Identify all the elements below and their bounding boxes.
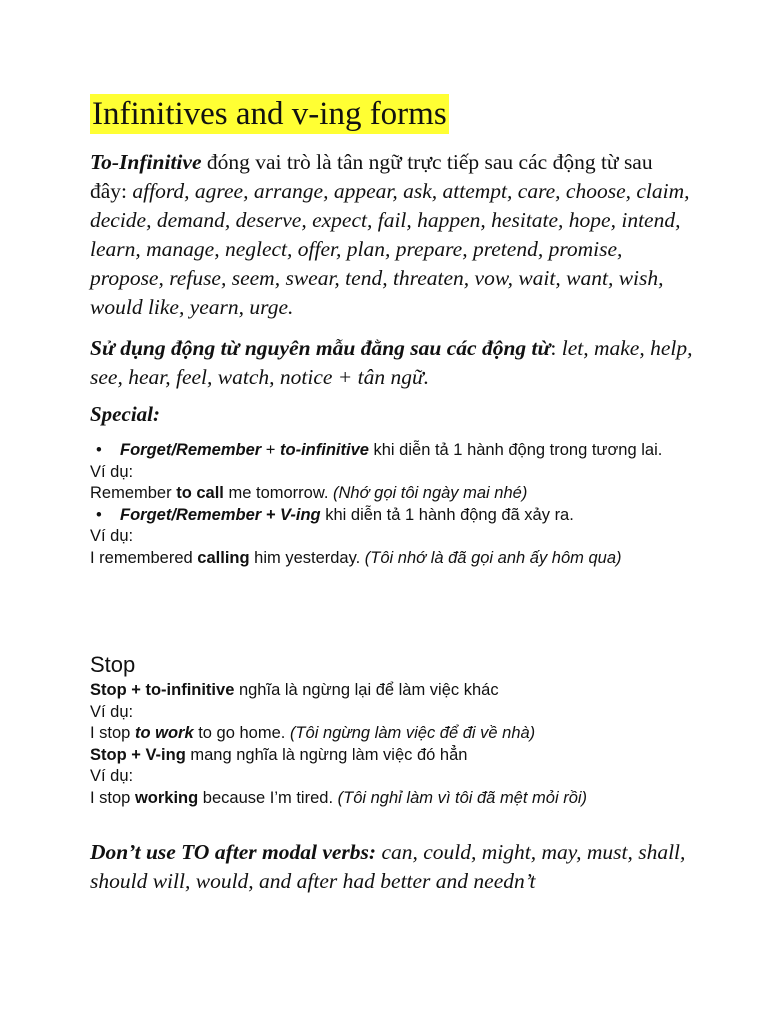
example-text: him yesterday. [249, 548, 365, 567]
special-heading: Special: [90, 402, 160, 426]
example-text: I remembered [90, 548, 198, 567]
plus-sign: + [261, 441, 281, 459]
bare-infinitive-colon: : [550, 336, 562, 360]
stop-rule [90, 745, 690, 767]
bullet-icon: • [96, 505, 102, 524]
example-sentence [90, 788, 690, 810]
to-infinitive-paragraph [90, 148, 690, 322]
example-text: I stop [90, 724, 135, 742]
example-highlight: to call [176, 484, 224, 502]
bullet1-description: khi diễn tả 1 hành động trong tương lai. [368, 441, 663, 459]
stop-rule-term: Stop + V-ing [90, 745, 186, 764]
example-text: I stop [90, 788, 135, 807]
stop-rule-term: Stop + to-infinitive [90, 681, 235, 699]
example-translation: (Tôi ngừng làm việc để đi về nhà) [289, 724, 536, 742]
page-title: Infinitives and v-ing forms [92, 96, 447, 132]
example-translation: (Tôi nhớ là đã gọi anh ấy hôm qua) [364, 548, 622, 567]
to-infinitive-term-inline: to-infinitive [280, 441, 369, 459]
example-translation: (Tôi nghỉ làm vì tôi đã mệt mỏi rồi) [337, 788, 588, 807]
example-highlight: to work [134, 724, 194, 742]
stop-rule-description: mang nghĩa là ngừng làm việc đó hẳn [185, 745, 468, 764]
to-infinitive-term: To-Infinitive [90, 150, 202, 174]
example-text: because I’m tired. [198, 788, 338, 807]
bare-infinitive-heading: Sử dụng động từ nguyên mẫu đằng sau các động từ [90, 336, 551, 360]
bullet-icon: • [96, 441, 102, 459]
example-sentence [90, 483, 690, 505]
list-item [90, 440, 690, 462]
bare-infinitive-verb-list: let, make, help, see, hear, feel, watch, notice + tân ngữ. [90, 336, 693, 389]
modal-verbs-list: can, could, might, may, must, shall, should will, would, and after had better and needn’t [90, 840, 686, 893]
stop-rule [90, 680, 690, 702]
example-text: to go home. [193, 724, 290, 742]
example-sentence [90, 548, 690, 570]
example-highlight: working [134, 788, 199, 807]
example-text: me tomorrow. [223, 484, 334, 502]
example-label: Ví dụ: [90, 702, 134, 721]
bullet2-description: khi diễn tả 1 hành động đã xảy ra. [320, 505, 574, 524]
special-section [90, 440, 690, 569]
example-translation: (Nhớ gọi tôi ngày mai nhé) [333, 484, 528, 502]
example-label: Ví dụ: [90, 767, 134, 785]
example-sentence [90, 723, 690, 745]
modal-verbs-heading: Don’t use TO after modal verbs: [90, 840, 377, 864]
example-text: Remember [90, 484, 177, 502]
modal-verbs-paragraph [90, 838, 690, 896]
list-item [90, 505, 690, 527]
stop-section [90, 680, 690, 809]
example-highlight: calling [197, 548, 250, 567]
stop-heading: Stop [90, 652, 136, 677]
example-label: Ví dụ: [90, 462, 134, 481]
forget-remember-ving-term: Forget/Remember + V-ing [120, 505, 321, 524]
to-infinitive-verb-list: afford, agree, arrange, appear, ask, attempt, care, choose, claim, decide, demand, deserve, expect, fail, happen, hesitate, hope, intend, learn, manage, neglect, offer, plan, prepare, pretend, promise, propose, refuse, seem, swear, tend, threaten, vow, wait, want, wish, would like, yearn, urge. [90, 179, 690, 319]
to-infinitive-intro: đóng vai trò là tân ngữ trực tiếp sau các động từ sau đây: [90, 150, 653, 203]
forget-remember-term: Forget/Remember [120, 441, 262, 459]
example-label: Ví dụ: [90, 527, 134, 545]
bare-infinitive-paragraph [90, 334, 710, 392]
stop-rule-description: nghĩa là ngừng lại để làm việc khác [234, 681, 499, 699]
